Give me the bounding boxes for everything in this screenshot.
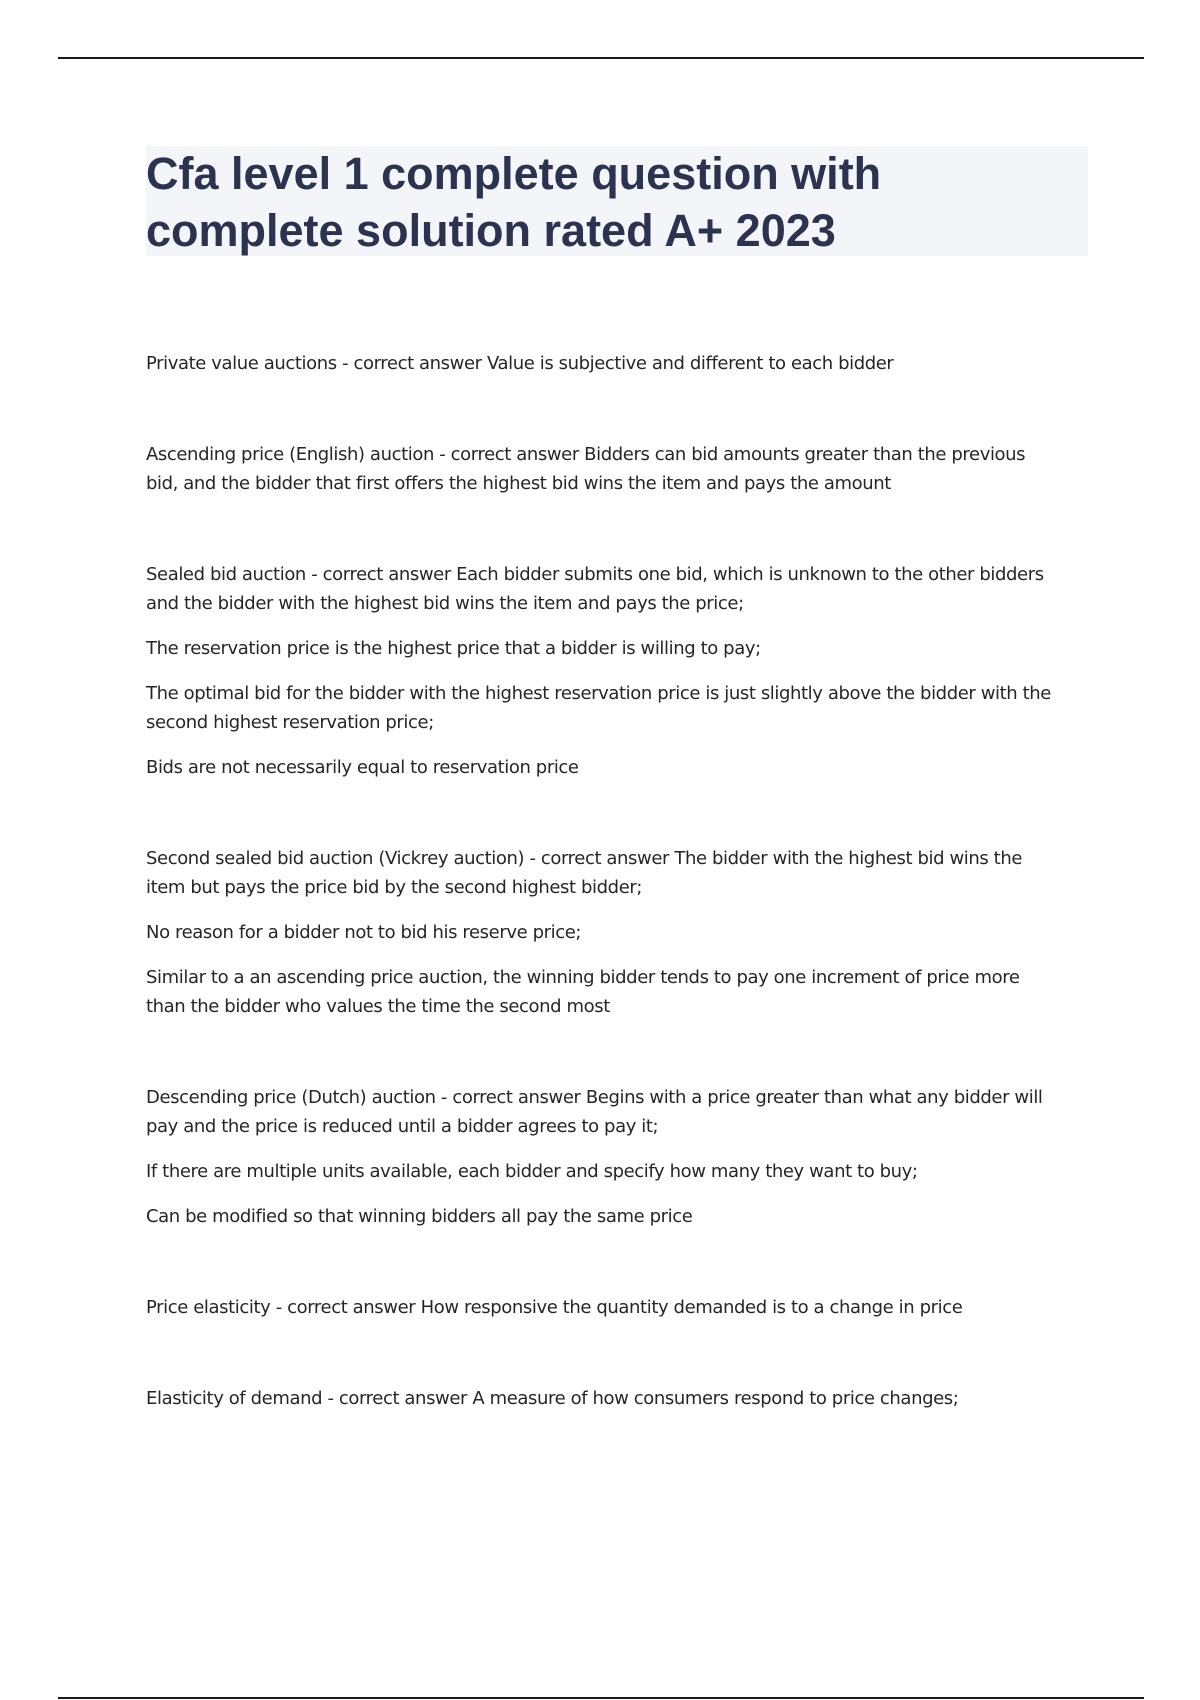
text-line: The optimal bid for the bidder with the highest reservation price is just slightly above the bidder with the xyxy=(146,683,1051,704)
text-line: Second sealed bid auction (Vickrey auction) - correct answer The bidder with the highest bid wins the xyxy=(146,848,1023,869)
text-line: Price elasticity - correct answer How responsive the quantity demanded is to a change in price xyxy=(146,1297,963,1318)
footer-rule xyxy=(58,1697,1144,1699)
text-line: item but pays the price bid by the second highest bidder; xyxy=(146,877,643,898)
text-line: No reason for a bidder not to bid his reserve price; xyxy=(146,922,582,943)
header-rule xyxy=(58,57,1144,59)
text-line: Similar to a an ascending price auction, the winning bidder tends to pay one increment of price more xyxy=(146,967,1020,988)
text-line: second highest reservation price; xyxy=(146,712,434,733)
entry-dutch-modified xyxy=(146,1202,1096,1231)
text-line: Bids are not necessarily equal to reservation price xyxy=(146,757,579,778)
entry-dutch-multiple-units xyxy=(146,1157,1096,1186)
text-line: pay and the price is reduced until a bidder agrees to pay it; xyxy=(146,1116,659,1137)
document-title xyxy=(146,145,1086,259)
entry-vickrey-auction xyxy=(146,844,1096,902)
text-line: Can be modified so that winning bidders all pay the same price xyxy=(146,1206,693,1227)
entry-private-value-auctions xyxy=(146,349,1096,378)
text-line: The reservation price is the highest price that a bidder is willing to pay; xyxy=(146,638,761,659)
text-line: Sealed bid auction - correct answer Each bidder submits one bid, which is unknown to the other bidders xyxy=(146,564,1044,585)
title-line-1: Cfa level 1 complete question with xyxy=(146,148,882,199)
text-line: Elasticity of demand - correct answer A measure of how consumers respond to price changes; xyxy=(146,1388,959,1409)
entry-vickrey-reserve xyxy=(146,918,1096,947)
entry-sealed-bid-bids xyxy=(146,753,1096,782)
entry-sealed-bid-optimal xyxy=(146,679,1096,737)
entry-elasticity-of-demand xyxy=(146,1384,1096,1413)
entry-sealed-bid-reservation xyxy=(146,634,1096,663)
text-line: Private value auctions - correct answer Value is subjective and different to each bidder xyxy=(146,353,894,374)
title-line-2: complete solution rated A+ 2023 xyxy=(146,205,836,256)
entry-dutch-auction xyxy=(146,1083,1096,1141)
text-line: and the bidder with the highest bid wins the item and pays the price; xyxy=(146,593,744,614)
document-body xyxy=(146,349,1096,1413)
text-line: than the bidder who values the time the second most xyxy=(146,996,610,1017)
text-line: Descending price (Dutch) auction - correct answer Begins with a price greater than what any bidder will xyxy=(146,1087,1043,1108)
text-line: Ascending price (English) auction - correct answer Bidders can bid amounts greater than the previous xyxy=(146,444,1026,465)
text-line: bid, and the bidder that first offers the highest bid wins the item and pays the amount xyxy=(146,473,891,494)
entry-ascending-price-auction xyxy=(146,440,1096,498)
text-line: If there are multiple units available, each bidder and specify how many they want to buy; xyxy=(146,1161,918,1182)
entry-vickrey-similar xyxy=(146,963,1096,1021)
entry-price-elasticity xyxy=(146,1293,1096,1322)
entry-sealed-bid-auction xyxy=(146,560,1096,618)
